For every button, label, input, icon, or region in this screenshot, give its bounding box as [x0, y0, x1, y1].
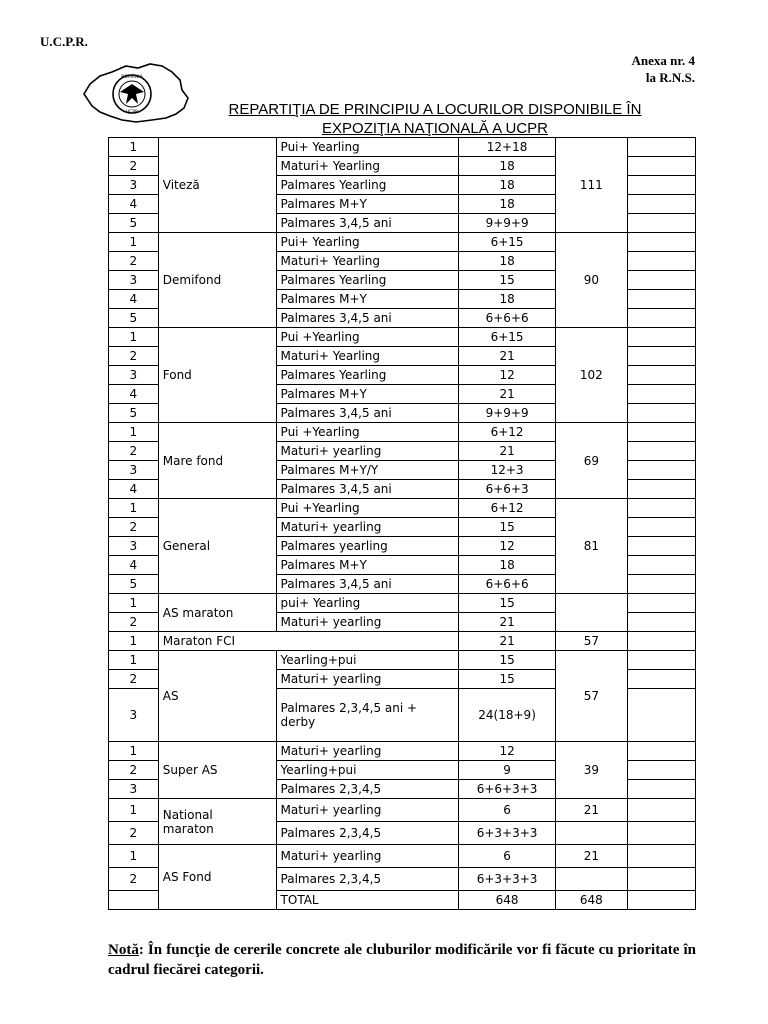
- romania-map-emblem-icon: [76, 58, 196, 128]
- row-number: 1: [109, 742, 159, 761]
- row-number: 4: [109, 556, 159, 575]
- annex-regulation: la R.N.S.: [645, 70, 695, 85]
- subcategory-label: Maturi+ yearling: [276, 742, 459, 761]
- subcategory-label: Palmares 2,3,4,5: [276, 822, 459, 845]
- extra-cell: [627, 233, 695, 252]
- places-count: 12: [459, 366, 555, 385]
- extra-cell: [627, 423, 695, 442]
- extra-cell: [627, 157, 695, 176]
- row-number: 2: [109, 347, 159, 366]
- places-count: 9+9+9: [459, 404, 555, 423]
- subcategory-label-line: derby: [280, 715, 316, 729]
- row-number: 4: [109, 290, 159, 309]
- row-number: 2: [109, 442, 159, 461]
- subcategory-label: Maturi+ yearling: [276, 799, 459, 822]
- category-total: 81: [555, 499, 627, 594]
- extra-cell: [627, 499, 695, 518]
- extra-cell: [627, 480, 695, 499]
- row-number: 3: [109, 461, 159, 480]
- places-count: 6+6+3+3: [459, 780, 555, 799]
- places-count: 18: [459, 176, 555, 195]
- extra-cell: [627, 537, 695, 556]
- extra-cell: [627, 845, 695, 868]
- extra-cell: [627, 461, 695, 480]
- allocation-table: [108, 137, 696, 910]
- table-row: [109, 799, 696, 822]
- category-label: AS: [158, 651, 276, 742]
- table-row: [109, 845, 696, 868]
- row-number: [109, 891, 159, 910]
- note-label: Notă: [108, 942, 139, 958]
- extra-cell: [627, 347, 695, 366]
- grand-total: 648: [555, 891, 627, 910]
- subcategory-label: [276, 689, 459, 742]
- category-label: AS Fond: [158, 845, 276, 910]
- row-number: 2: [109, 822, 159, 845]
- total-places-count: 648: [459, 891, 555, 910]
- places-count: 21: [459, 442, 555, 461]
- extra-cell: [627, 780, 695, 799]
- row-number: 2: [109, 157, 159, 176]
- row-number: 1: [109, 845, 159, 868]
- places-count: 12+3: [459, 461, 555, 480]
- places-count: 15: [459, 518, 555, 537]
- extra-cell: [627, 689, 695, 742]
- subcategory-label: Palmares M+Y: [276, 290, 459, 309]
- subcategory-label: Palmares M+Y: [276, 556, 459, 575]
- category-total: 111: [555, 138, 627, 233]
- extra-cell: [627, 176, 695, 195]
- subcategory-label: Yearling+pui: [276, 761, 459, 780]
- row-number: 3: [109, 176, 159, 195]
- extra-cell: [627, 651, 695, 670]
- row-number: 2: [109, 868, 159, 891]
- category-label: Viteză: [158, 138, 276, 233]
- category-label-line: National: [162, 807, 213, 822]
- subcategory-label: Pui+ Yearling: [276, 233, 459, 252]
- subcategory-label: Palmares 3,4,5 ani: [276, 575, 459, 594]
- extra-cell: [627, 868, 695, 891]
- row-number: 2: [109, 613, 159, 632]
- subcategory-label: Pui+ Yearling: [276, 138, 459, 157]
- extra-cell: [627, 404, 695, 423]
- places-count: 21: [459, 632, 555, 651]
- organization-name: U.C.P.R.: [40, 34, 88, 49]
- row-number: 3: [109, 780, 159, 799]
- subcategory-label: Maturi+ yearling: [276, 442, 459, 461]
- places-count: 9: [459, 761, 555, 780]
- row-number: 1: [109, 594, 159, 613]
- document-title: REPARTIŢIA DE PRINCIPIU A LOCURILOR DISPONIBILE ÎN EXPOZIŢIA NAŢIONALĂ A UCPR: [228, 101, 642, 137]
- row-number: 3: [109, 537, 159, 556]
- extra-cell: [627, 822, 695, 845]
- category-label: Maraton FCI: [158, 632, 459, 651]
- places-count: 18: [459, 195, 555, 214]
- table-row: [109, 499, 696, 518]
- places-count: 12+18: [459, 138, 555, 157]
- places-count: 9+9+9: [459, 214, 555, 233]
- places-count: 15: [459, 594, 555, 613]
- subcategory-label: Palmares M+Y/Y: [276, 461, 459, 480]
- extra-cell: [627, 290, 695, 309]
- extra-cell: [627, 594, 695, 613]
- places-count: 6+15: [459, 328, 555, 347]
- category-total: 21: [555, 799, 627, 822]
- row-number: 2: [109, 761, 159, 780]
- extra-cell: [627, 518, 695, 537]
- places-count: 21: [459, 385, 555, 404]
- subcategory-label: Pui +Yearling: [276, 328, 459, 347]
- row-number: 1: [109, 651, 159, 670]
- subcategory-label: Maturi+ yearling: [276, 613, 459, 632]
- extra-cell: [627, 214, 695, 233]
- places-count: 18: [459, 290, 555, 309]
- subcategory-label: Palmares Yearling: [276, 271, 459, 290]
- places-count: 6+12: [459, 499, 555, 518]
- subcategory-label: Palmares M+Y: [276, 195, 459, 214]
- row-number: 4: [109, 385, 159, 404]
- row-number: 2: [109, 252, 159, 271]
- places-count: 6+6+3: [459, 480, 555, 499]
- total-label: TOTAL: [276, 891, 459, 910]
- extra-cell: [627, 138, 695, 157]
- category-label: General: [158, 499, 276, 594]
- extra-cell: [627, 891, 695, 910]
- extra-cell: [627, 799, 695, 822]
- category-total: 102: [555, 328, 627, 423]
- places-count: 6+3+3+3: [459, 868, 555, 891]
- subcategory-label: Palmares 2,3,4,5: [276, 780, 459, 799]
- extra-cell: [627, 442, 695, 461]
- places-count: 15: [459, 651, 555, 670]
- annex-number: Anexa nr. 4: [631, 53, 695, 68]
- row-number: 5: [109, 214, 159, 233]
- row-number: 4: [109, 480, 159, 499]
- category-total: 39: [555, 742, 627, 799]
- category-label: Fond: [158, 328, 276, 423]
- row-number: 3: [109, 689, 159, 742]
- category-total: [555, 822, 627, 845]
- row-number: 1: [109, 233, 159, 252]
- subcategory-label: Palmares Yearling: [276, 366, 459, 385]
- category-total: 90: [555, 233, 627, 328]
- subcategory-label-line: Palmares 2,3,4,5 ani +: [280, 701, 418, 715]
- table-row: [109, 632, 696, 651]
- row-number: 1: [109, 799, 159, 822]
- svg-text:ROMÂNIA: ROMÂNIA: [121, 75, 143, 80]
- subcategory-label: Palmares 2,3,4,5: [276, 868, 459, 891]
- extra-cell: [627, 575, 695, 594]
- places-count: 6+6+6: [459, 575, 555, 594]
- row-number: 5: [109, 575, 159, 594]
- row-number: 3: [109, 271, 159, 290]
- note-text: : În funcţie de cererile concrete ale cluburilor modificările vor fi făcute cu prioritate în cadrul fiecărei categorii.: [108, 942, 696, 978]
- subcategory-label: Pui +Yearling: [276, 499, 459, 518]
- subcategory-label: Yearling+pui: [276, 651, 459, 670]
- table-row: [109, 742, 696, 761]
- subcategory-label: Palmares M+Y: [276, 385, 459, 404]
- extra-cell: [627, 309, 695, 328]
- category-label: Mare fond: [158, 423, 276, 499]
- category-total: [555, 594, 627, 632]
- places-count: 15: [459, 271, 555, 290]
- row-number: 2: [109, 518, 159, 537]
- places-count: 6: [459, 845, 555, 868]
- table-row: [109, 594, 696, 613]
- annex-reference: [632, 52, 695, 86]
- table-row: [109, 233, 696, 252]
- allocation-table-body: [109, 138, 696, 910]
- places-count: 21: [459, 347, 555, 366]
- table-row: [109, 138, 696, 157]
- category-label: AS maraton: [158, 594, 276, 632]
- places-count: 6+15: [459, 233, 555, 252]
- places-count: 21: [459, 613, 555, 632]
- subcategory-label: Maturi+ yearling: [276, 518, 459, 537]
- subcategory-label: Palmares 3,4,5 ani: [276, 480, 459, 499]
- subcategory-label: Maturi+ yearling: [276, 845, 459, 868]
- places-count: 12: [459, 537, 555, 556]
- subcategory-label: Palmares yearling: [276, 537, 459, 556]
- extra-cell: [627, 252, 695, 271]
- subcategory-label: Palmares 3,4,5 ani: [276, 404, 459, 423]
- extra-cell: [627, 632, 695, 651]
- places-count: 18: [459, 252, 555, 271]
- row-number: 1: [109, 499, 159, 518]
- row-number: 5: [109, 404, 159, 423]
- table-row: [109, 328, 696, 347]
- category-total: 21: [555, 845, 627, 868]
- extra-cell: [627, 761, 695, 780]
- subcategory-label: Maturi+ Yearling: [276, 157, 459, 176]
- category-total: [555, 868, 627, 891]
- subcategory-label: Maturi+ Yearling: [276, 252, 459, 271]
- category-total: 57: [555, 632, 627, 651]
- extra-cell: [627, 328, 695, 347]
- category-label-line: maraton: [162, 821, 214, 836]
- row-number: 2: [109, 670, 159, 689]
- row-number: 3: [109, 366, 159, 385]
- extra-cell: [627, 195, 695, 214]
- category-total: 57: [555, 651, 627, 742]
- places-count: 15: [459, 670, 555, 689]
- places-count: 24(18+9): [459, 689, 555, 742]
- subcategory-label: Palmares 3,4,5 ani: [276, 214, 459, 233]
- subcategory-label: Palmares 3,4,5 ani: [276, 309, 459, 328]
- category-label: [158, 799, 276, 845]
- category-total: 69: [555, 423, 627, 499]
- svg-text:UCPR: UCPR: [125, 110, 139, 115]
- row-number: 1: [109, 632, 159, 651]
- row-number: 1: [109, 328, 159, 347]
- subcategory-label: Palmares Yearling: [276, 176, 459, 195]
- subcategory-label: Maturi+ yearling: [276, 670, 459, 689]
- places-count: 18: [459, 157, 555, 176]
- table-row: [109, 423, 696, 442]
- extra-cell: [627, 556, 695, 575]
- extra-cell: [627, 613, 695, 632]
- extra-cell: [627, 742, 695, 761]
- places-count: 12: [459, 742, 555, 761]
- places-count: 6: [459, 799, 555, 822]
- category-label: Demifond: [158, 233, 276, 328]
- table-row: [109, 651, 696, 670]
- places-count: 18: [459, 556, 555, 575]
- places-count: 6+3+3+3: [459, 822, 555, 845]
- subcategory-label: Maturi+ Yearling: [276, 347, 459, 366]
- note-paragraph: [108, 940, 696, 980]
- extra-cell: [627, 670, 695, 689]
- row-number: 4: [109, 195, 159, 214]
- extra-cell: [627, 271, 695, 290]
- row-number: 5: [109, 309, 159, 328]
- subcategory-label: Pui +Yearling: [276, 423, 459, 442]
- places-count: 6+12: [459, 423, 555, 442]
- places-count: 6+6+6: [459, 309, 555, 328]
- extra-cell: [627, 385, 695, 404]
- extra-cell: [627, 366, 695, 385]
- category-label: Super AS: [158, 742, 276, 799]
- row-number: 1: [109, 138, 159, 157]
- subcategory-label: pui+ Yearling: [276, 594, 459, 613]
- row-number: 1: [109, 423, 159, 442]
